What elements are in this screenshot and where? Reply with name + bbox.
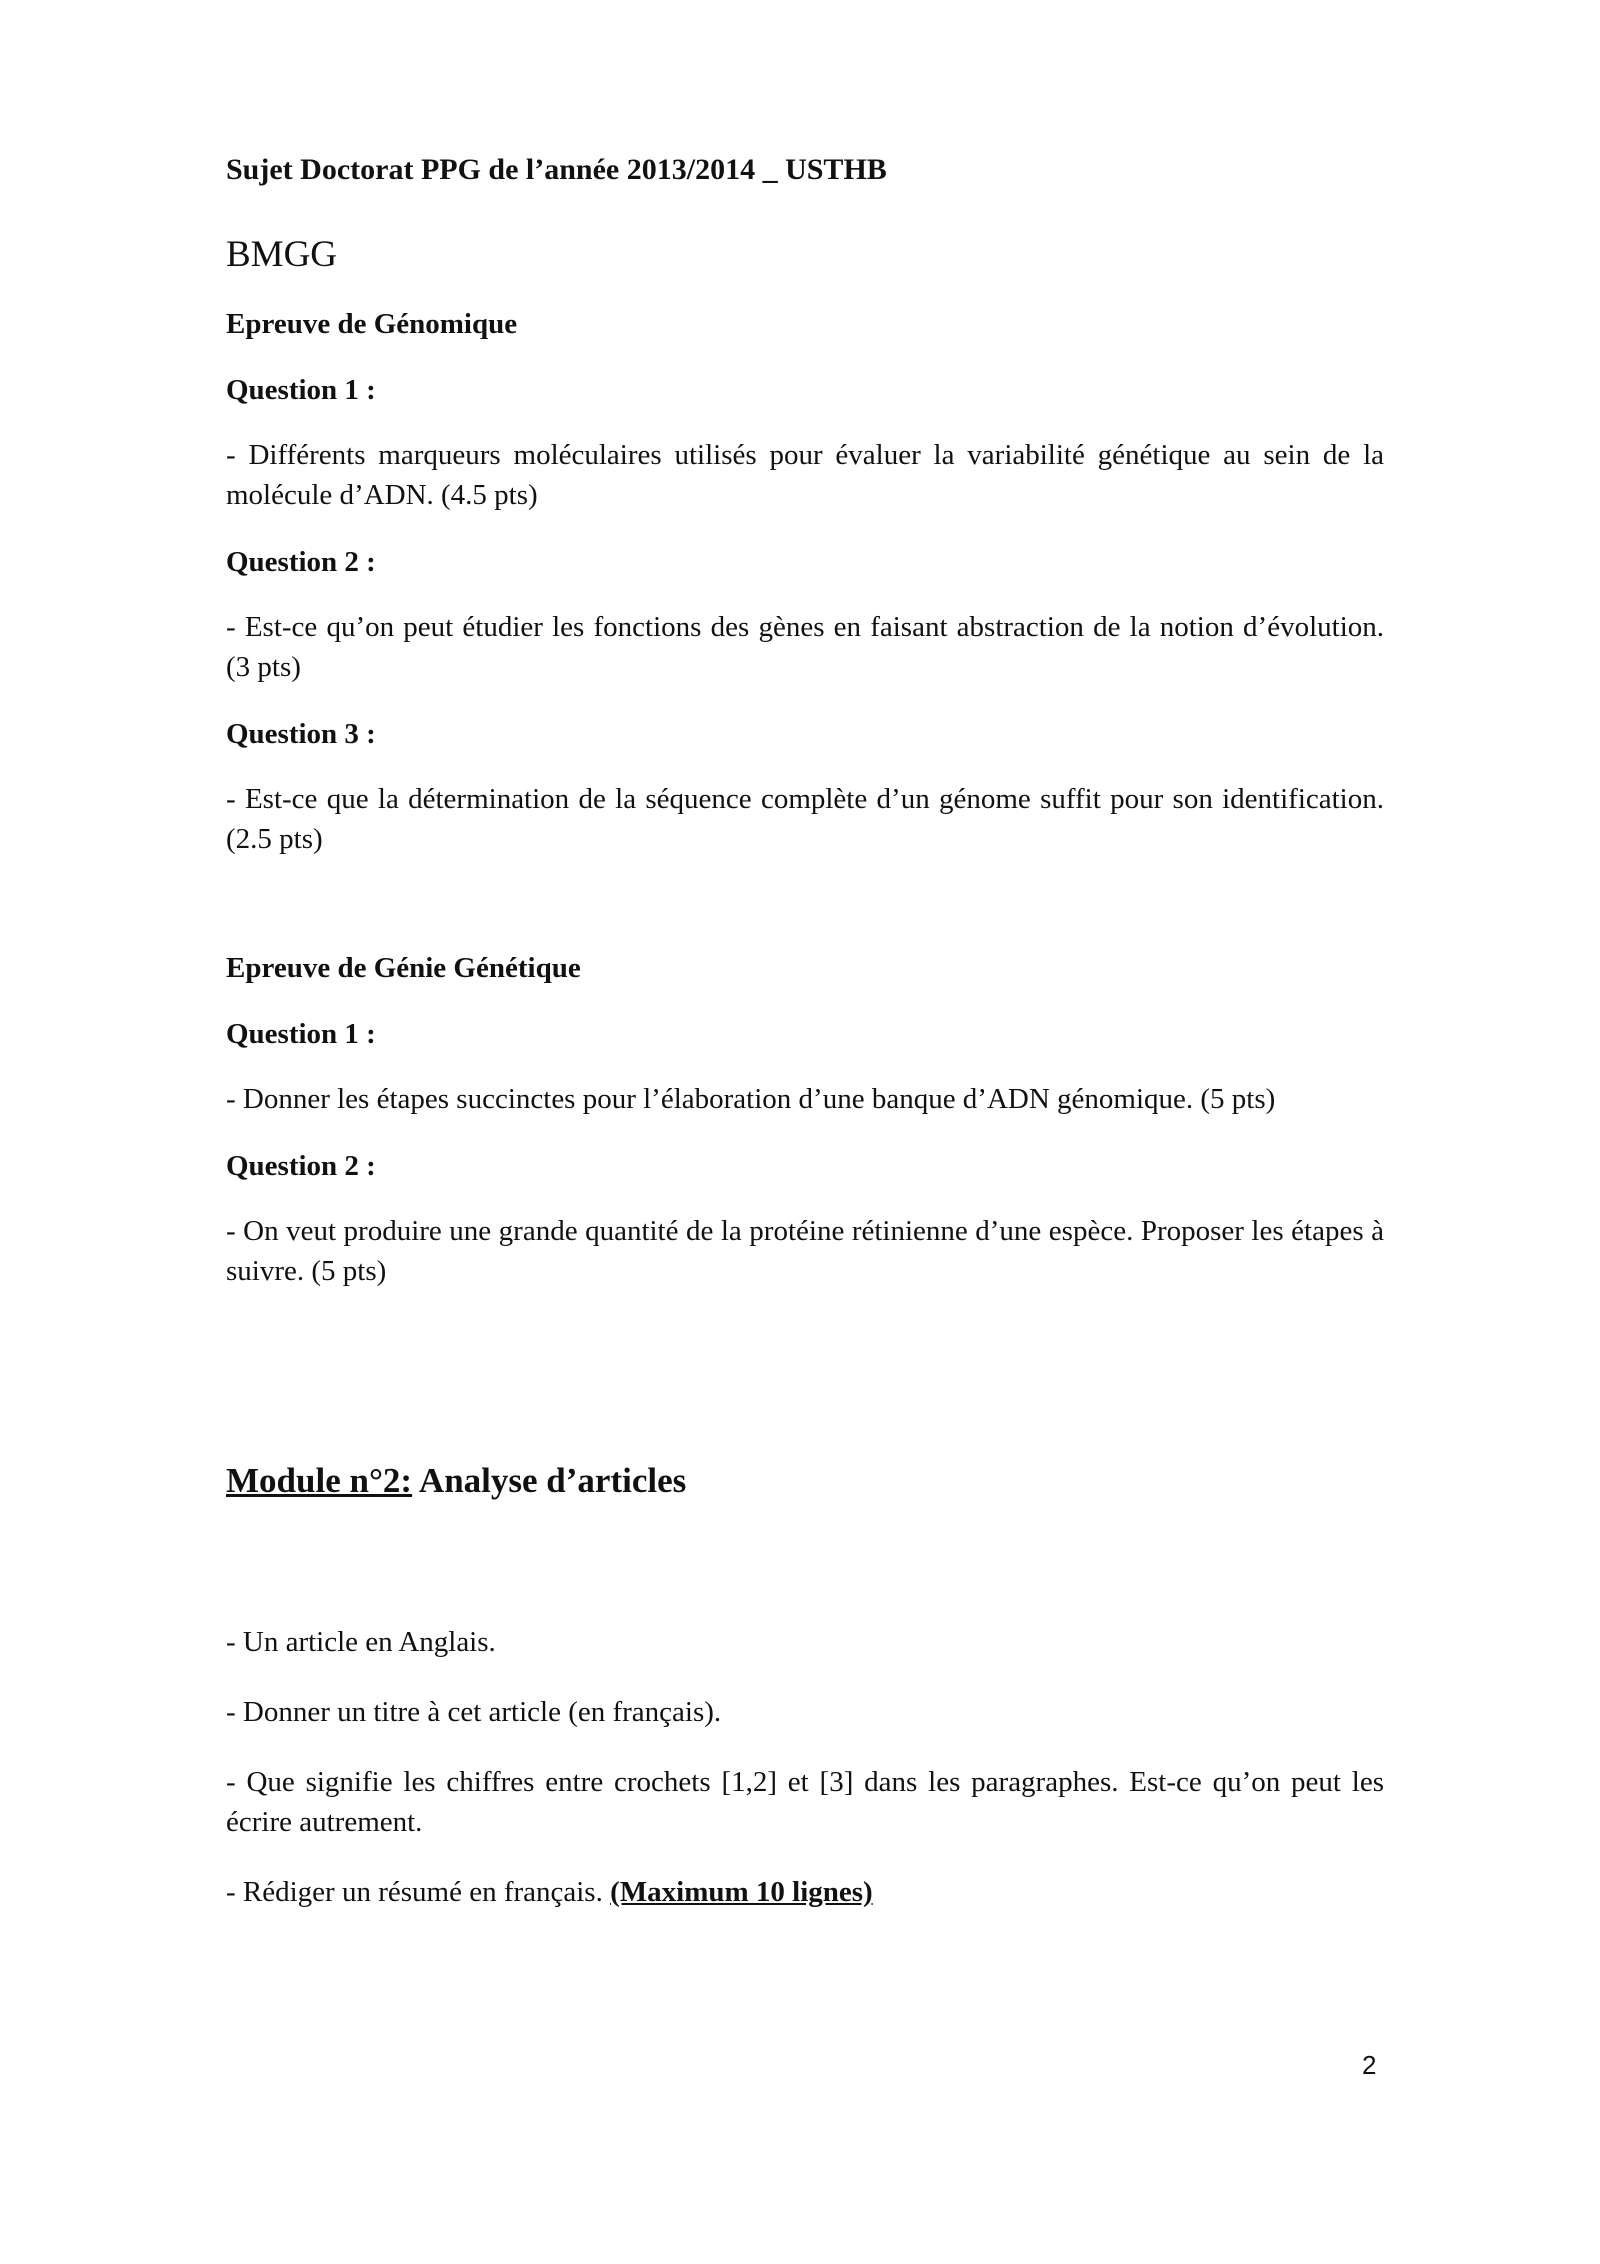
question-text: - Est-ce qu’on peut étudier les fonctions des gènes en faisant abstraction de la notion d’évolution. (3 pts) — [226, 611, 1384, 683]
module-title: Analyse d’articles — [412, 1461, 687, 1500]
question-label: Question 1 : — [226, 1018, 376, 1050]
question-label: Question 3 : — [226, 718, 376, 750]
spacer — [226, 1318, 1384, 1458]
spacer — [226, 886, 1384, 948]
question-label: Question 2 : — [226, 546, 376, 578]
list-item: - Que signifie les chiffres entre crochets [1,2] et [3] dans les paragraphes. Est-ce qu’on peut les écrire autrement. — [226, 1766, 1384, 1838]
question-text: - Différents marqueurs moléculaires utilisés pour évaluer la variabilité génétique au sein de la molécule d’ADN. (4.5 pts) — [226, 439, 1384, 511]
page-content — [226, 150, 1384, 1942]
question-text: - Donner les étapes succinctes pour l’élaboration d’une banque d’ADN génomique. (5 pts) — [226, 1083, 1276, 1115]
module-items — [226, 1622, 1384, 1912]
question-text: - Est-ce que la détermination de la séquence complète d’un génome suffit pour son identification. (2.5 pts) — [226, 783, 1384, 855]
emphasis-note: (Maximum 10 lignes) — [610, 1876, 873, 1908]
list-item: - Un article en Anglais. — [226, 1626, 496, 1658]
question-text: - On veut produire une grande quantité de la protéine rétinienne d’une espèce. Proposer les étapes à suivre. (5 pts) — [226, 1215, 1384, 1287]
exam-genie-genetique — [226, 948, 1384, 1291]
list-item-text: - Rédiger un résumé en français. — [226, 1876, 611, 1908]
section-code: BMGG — [226, 234, 338, 275]
list-item: - Donner un titre à cet article (en français). — [226, 1696, 722, 1728]
question-label: Question 1 : — [226, 374, 376, 406]
list-item — [226, 1872, 1384, 1912]
exam-genomique — [226, 304, 1384, 859]
module-label: Module n°2: — [226, 1461, 413, 1500]
question-label: Question 2 : — [226, 1150, 376, 1182]
document-title: Sujet Doctorat PPG de l’année 2013/2014 _ USTHB — [226, 153, 887, 186]
exam-title: Epreuve de Génie Génétique — [226, 952, 581, 984]
module-heading — [226, 1458, 1384, 1504]
exam-title: Epreuve de Génomique — [226, 308, 518, 340]
page-number: 2 — [1362, 2050, 1377, 2080]
